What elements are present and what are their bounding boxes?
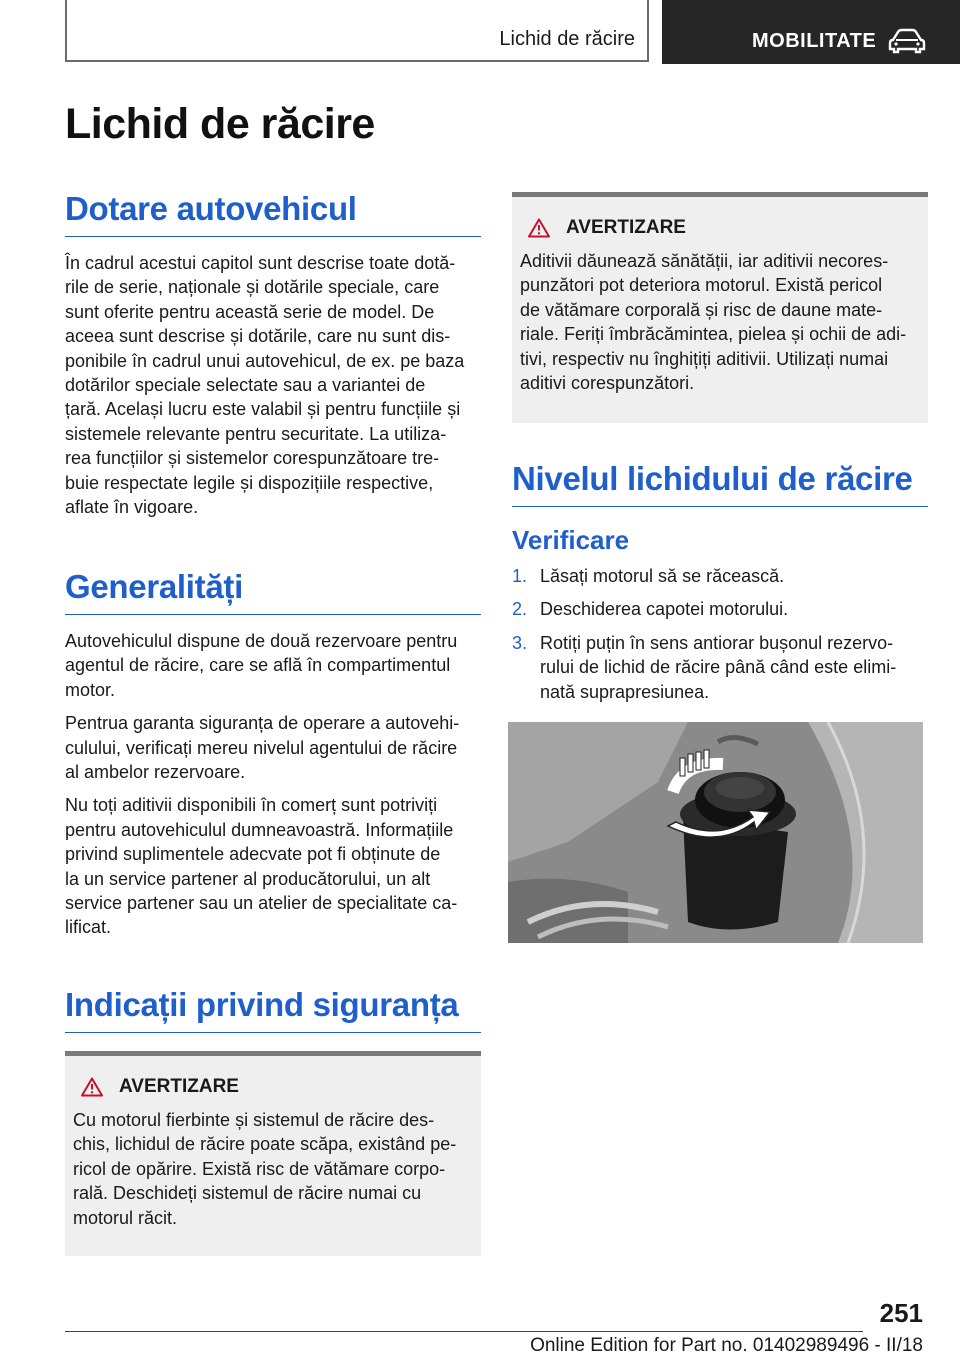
paragraph-siguranta-operare: Pentrua garanta siguranța de operare a autovehi- culului, verificați mereu nivelul agentului de răcire al ambelor rezervoare. [65,713,460,783]
steps-list [512,564,928,704]
warning-title-right: AVERTIZARE [520,217,920,239]
section-generalitati [65,568,481,940]
section-indicatii [65,986,481,1033]
car-icon [888,28,926,54]
step-item [512,564,928,588]
warning-text-right: Aditivii dăunează sănătății, iar aditivii necores- punzători pot deteriora motorul. Există pericol de vătămare corporală și risc de daune mate- riale. Feriți îmbrăcămintea, pielea și ochii de adi- tivi, respectiv nu înghițiți aditivii. Utilizați numai aditivi corespunzători. [520,251,907,394]
header-chapter-title: MOBILITATE [752,30,877,52]
paragraph-rezervoare: Autovehiculul dispune de două rezervoare pentru agentul de răcire, care se află în compartimentul motor. [65,631,458,700]
step-number: 2. [512,599,528,620]
coolant-reservoir-photo [508,722,923,943]
warning-box-left [65,1051,481,1256]
edition-note: Online Edition for Part no. 01402989496 - II/18 [530,1335,923,1356]
paragraph-dotare: În cadrul acestui capitol sunt descrise toate dotă- rile de serie, naționale și dotările speciale, care sunt oferite pentru această serie de model. De aceea sunt descrise și dotările, care nu sunt dis- ponibile în cadrul unui autovehicul, de ex. pe baza dotărilor speciale selectate sau a variantei de țară. Același lucru este valabil și pentru funcțiile și sistemele relevante pentru securitate. La utiliza- rea funcțiilor și sistemelor corespunzătoare tre- buie respectate legile și dispozițiile respective, aflate în vigoare. [65,253,465,518]
page-number: 251 [879,1298,923,1328]
step-item [512,631,928,704]
heading-verificare: Verificare [512,525,630,555]
heading-generalitati: Generalități [65,568,481,615]
step-item [512,597,928,621]
page-title: Lichid de răcire [65,100,375,148]
heading-dotare-autovehicul: Dotare autovehicul [65,190,481,237]
warning-triangle-icon [81,1077,103,1097]
warning-text-left: Cu motorul fierbinte și sistemul de răcire des- chis, lichidul de răcire poate scăpa, existând pe- ricol de opărire. Există risc de vătămare corpo- rală. Deschideți sistemul de răcire numai cu motorul răcit. [73,1110,457,1228]
paragraph-aditivi: Nu toți aditivii disponibili în comerț sunt potriviți pentru autovehiculul dumneavoastră. Informațiile privind suplimentele adecvate pot fi obținute de la un service partener al producătorului, un alt service partener sau un atelier de specialitate ca- lificat. [65,795,458,938]
warning-title-left: AVERTIZARE [73,1076,473,1098]
step-number: 3. [512,632,528,653]
section-dotare [65,190,481,519]
header-section-title: Lichid de răcire [499,28,635,50]
warning-box-right [512,192,928,423]
step-text: Deschiderea capotei motorului. [540,599,789,620]
step-text: Rotiți puțin în sens antiorar bușonul rezervo- rului de lichid de răcire până când este elimi- nată suprapresiunea. [540,632,897,702]
footer-divider [65,1331,863,1332]
heading-nivelul-lichidului: Nivelul lichidului de răcire [512,460,928,507]
step-text: Lăsați motorul să se răcească. [540,566,785,586]
section-nivel-lichid [512,460,928,713]
heading-indicatii-siguranta: Indicații privind siguranța [65,986,481,1033]
header-section-box [65,0,649,62]
warning-triangle-icon [528,218,550,238]
step-number: 1. [512,566,528,586]
header-chapter-box [662,0,960,64]
